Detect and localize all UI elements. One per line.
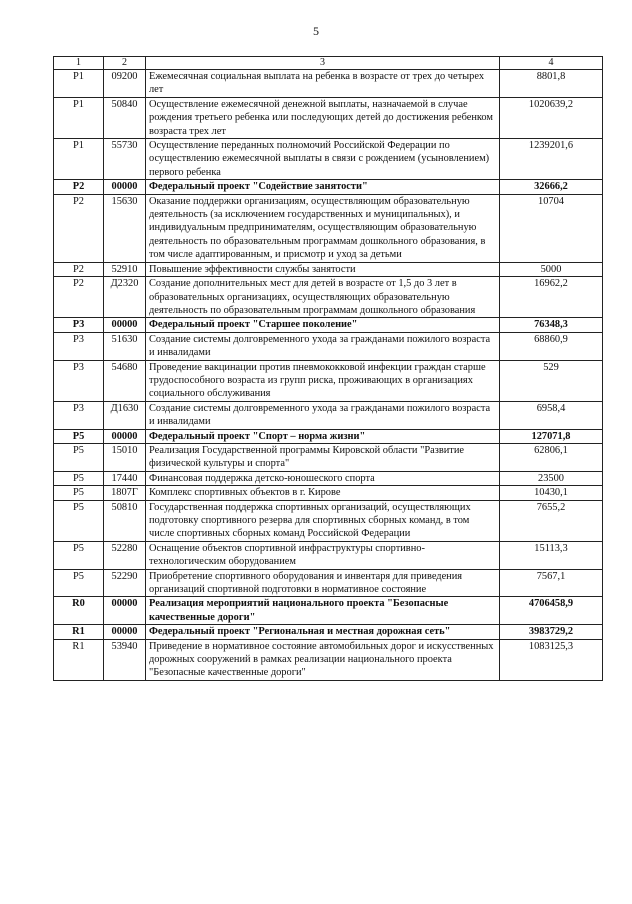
table-row [54, 277, 603, 318]
table-header-row [54, 57, 603, 70]
row-description: Создание системы долговременного ухода за гражданами пожилого возраста и инвалидами [146, 332, 500, 360]
table-row [54, 639, 603, 680]
table-row [54, 97, 603, 138]
row-description: Государственная поддержка спортивных организаций, осуществляющих подготовку спортивного резерва для спортивных сборных команд, в том числе спортивных сборных команд Российской Федерации [146, 500, 500, 541]
row-subcode: 53940 [104, 639, 146, 680]
row-amount: 1020639,2 [500, 97, 603, 138]
row-description: Приобретение спортивного оборудования и инвентаря для приведения организаций спортивной подготовки в нормативное состояние [146, 569, 500, 597]
table-row [54, 332, 603, 360]
row-description: Реализация мероприятий национального проекта "Безопасные качественные дороги" [146, 597, 500, 625]
row-subcode: Д1630 [104, 401, 146, 429]
table-row [54, 318, 603, 332]
row-subcode: 00000 [104, 429, 146, 443]
row-amount: 6958,4 [500, 401, 603, 429]
row-code: Р5 [54, 500, 104, 541]
row-description: Осуществление ежемесячной денежной выплаты, назначаемой в случае рождения третьего ребенка или последующих детей до достижения ребенком возраста трех лет [146, 97, 500, 138]
row-code: Р5 [54, 471, 104, 485]
row-code: Р5 [54, 486, 104, 500]
row-amount: 127071,8 [500, 429, 603, 443]
table-row [54, 429, 603, 443]
row-subcode: 09200 [104, 70, 146, 98]
row-subcode: 00000 [104, 180, 146, 194]
row-amount: 1239201,6 [500, 139, 603, 180]
table-row [54, 486, 603, 500]
header-col-2: 2 [104, 57, 146, 70]
table-row [54, 360, 603, 401]
table-row [54, 625, 603, 639]
row-subcode: 50840 [104, 97, 146, 138]
header-col-4: 4 [500, 57, 603, 70]
table-row [54, 443, 603, 471]
row-amount: 5000 [500, 262, 603, 276]
row-description: Ежемесячная социальная выплата на ребенка в возрасте от трех до четырех лет [146, 70, 500, 98]
row-amount: 8801,8 [500, 70, 603, 98]
row-code: Р5 [54, 429, 104, 443]
row-description: Финансовая поддержка детско-юношеского спорта [146, 471, 500, 485]
row-description: Оснащение объектов спортивной инфраструктуры спортивно-технологическим оборудованием [146, 541, 500, 569]
row-amount: 1083125,3 [500, 639, 603, 680]
row-amount: 76348,3 [500, 318, 603, 332]
table-row [54, 471, 603, 485]
row-subcode: 54680 [104, 360, 146, 401]
row-subcode: 00000 [104, 597, 146, 625]
row-code: R1 [54, 639, 104, 680]
row-description: Приведение в нормативное состояние автомобильных дорог и искусственных дорожных сооружений в рамках реализации национального проекта "Безопасные качественные дороги" [146, 639, 500, 680]
row-description: Повышение эффективности службы занятости [146, 262, 500, 276]
row-subcode: 55730 [104, 139, 146, 180]
table-row [54, 194, 603, 262]
row-description: Создание системы долговременного ухода за гражданами пожилого возраста и инвалидами [146, 401, 500, 429]
row-amount: 68860,9 [500, 332, 603, 360]
table-row [54, 500, 603, 541]
row-amount: 4706458,9 [500, 597, 603, 625]
row-code: Р3 [54, 332, 104, 360]
table-row [54, 262, 603, 276]
row-amount: 16962,2 [500, 277, 603, 318]
row-code: Р2 [54, 194, 104, 262]
row-code: Р3 [54, 401, 104, 429]
row-code: R1 [54, 625, 104, 639]
row-amount: 10704 [500, 194, 603, 262]
row-description: Создание дополнительных мест для детей в возрасте от 1,5 до 3 лет в образовательных организациях, осуществляющих образовательную деятельность по образовательным программам дошкольного образования [146, 277, 500, 318]
table-row [54, 139, 603, 180]
header-col-1: 1 [54, 57, 104, 70]
row-code: R0 [54, 597, 104, 625]
row-subcode: 00000 [104, 625, 146, 639]
row-amount: 23500 [500, 471, 603, 485]
row-code: Р1 [54, 70, 104, 98]
header-col-3: 3 [146, 57, 500, 70]
row-code: Р3 [54, 360, 104, 401]
row-code: Р2 [54, 180, 104, 194]
row-description: Федеральный проект "Старшее поколение" [146, 318, 500, 332]
budget-table [53, 56, 603, 681]
row-subcode: 52290 [104, 569, 146, 597]
row-subcode: 52910 [104, 262, 146, 276]
row-subcode: 15630 [104, 194, 146, 262]
row-amount: 62806,1 [500, 443, 603, 471]
row-code: Р1 [54, 139, 104, 180]
row-code: Р2 [54, 262, 104, 276]
row-amount: 10430,1 [500, 486, 603, 500]
row-amount: 3983729,2 [500, 625, 603, 639]
row-subcode: 1807Г [104, 486, 146, 500]
row-subcode: 00000 [104, 318, 146, 332]
row-description: Проведение вакцинации против пневмококковой инфекции граждан старше трудоспособного возраста из групп риска, проживающих в организациях социального обслуживания [146, 360, 500, 401]
row-code: Р5 [54, 569, 104, 597]
table-row [54, 569, 603, 597]
table-row [54, 541, 603, 569]
page-number: 5 [313, 24, 319, 38]
table-row [54, 70, 603, 98]
table-row [54, 180, 603, 194]
row-subcode: 51630 [104, 332, 146, 360]
row-subcode: 52280 [104, 541, 146, 569]
row-description: Реализация Государственной программы Кировской области "Развитие физической культуры и спорта" [146, 443, 500, 471]
row-amount: 7655,2 [500, 500, 603, 541]
row-subcode: 17440 [104, 471, 146, 485]
row-description: Оказание поддержки организациям, осуществляющим образовательную деятельность (за исключением государственных и муниципальных), и индивидуальным предпринимателям, осуществляющим образовательную деятельность по образовательным программам дошкольного образования, в том числе адаптированным, и присмотр и уход за детьми [146, 194, 500, 262]
table-row [54, 401, 603, 429]
row-amount: 15113,3 [500, 541, 603, 569]
row-code: Р5 [54, 443, 104, 471]
row-amount: 529 [500, 360, 603, 401]
row-code: Р5 [54, 541, 104, 569]
row-description: Федеральный проект "Спорт – норма жизни" [146, 429, 500, 443]
row-description: Федеральный проект "Содействие занятости" [146, 180, 500, 194]
row-amount: 32666,2 [500, 180, 603, 194]
row-description: Осуществление переданных полномочий Российской Федерации по осуществлению ежемесячной выплаты в связи с рождением (усыновлением) первого ребенка [146, 139, 500, 180]
row-subcode: 50810 [104, 500, 146, 541]
row-code: Р2 [54, 277, 104, 318]
row-subcode: 15010 [104, 443, 146, 471]
row-amount: 7567,1 [500, 569, 603, 597]
row-code: Р3 [54, 318, 104, 332]
row-subcode: Д2320 [104, 277, 146, 318]
row-description: Комплекс спортивных объектов в г. Кирове [146, 486, 500, 500]
row-code: Р1 [54, 97, 104, 138]
table-row [54, 597, 603, 625]
row-description: Федеральный проект "Региональная и местная дорожная сеть" [146, 625, 500, 639]
